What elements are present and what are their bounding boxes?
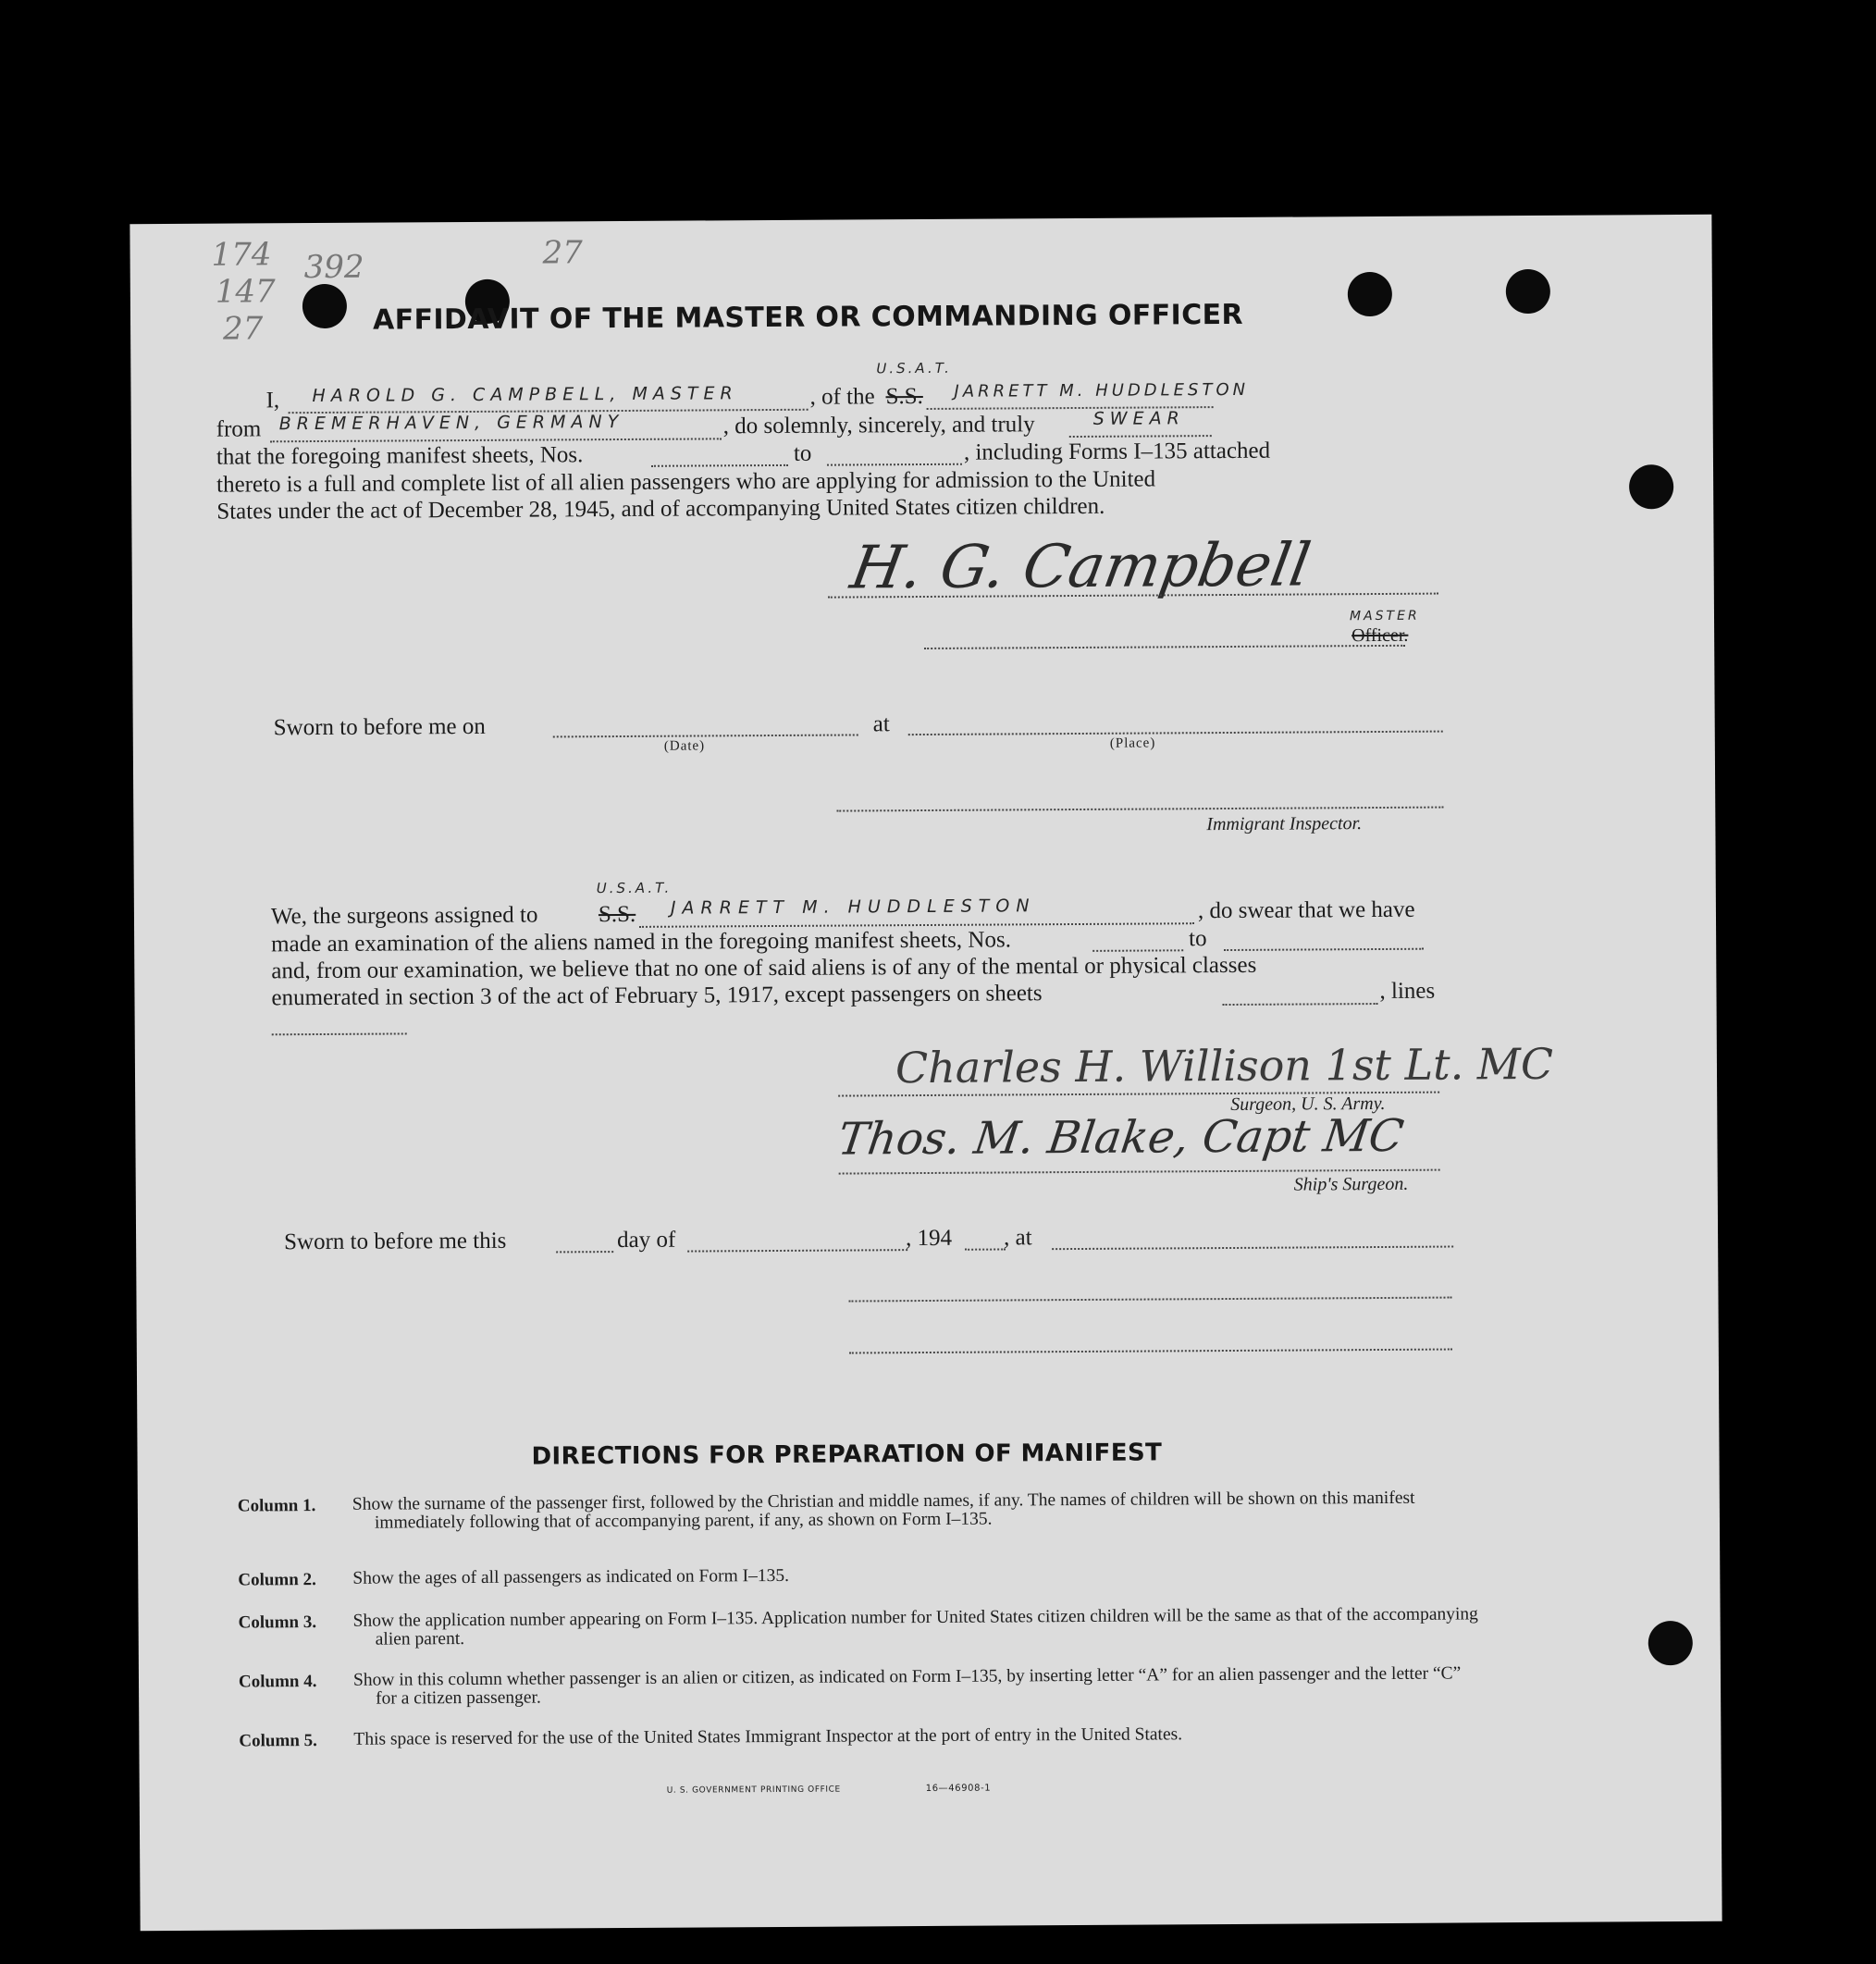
day-of-label: day of [617,1227,676,1254]
inspector-caption: Immigrant Inspector. [1206,813,1363,835]
affidavit-prefix: I, [265,388,280,414]
surgeon-sheet-to-line [1224,948,1424,951]
affidavit-line5: States under the act of December 28, 1945, and of accompanying United States citizen children. [216,493,1105,525]
sheets-line [1223,1003,1378,1006]
day-line [556,1251,613,1253]
affidavit-line4: thereto is a full and complete list of all alien passengers who are applying for admission to the United [216,466,1156,498]
affidavit-title: AFFIDAVIT OF THE MASTER OR COMMANDING OFFICER [372,298,1244,337]
surgeons-intro: We, the surgeons assigned to [270,902,538,930]
sworn-label: Sworn to before me on [273,713,486,741]
officer-printed: Officer. [1351,624,1409,647]
sworn2-label: Sworn to before me this [284,1228,507,1255]
punch-hole [1629,464,1673,509]
surgeon-vessel-name: JARRETT M. HUDDLESTON [670,896,1036,919]
margin-note: 392 [303,248,364,287]
sworn2-place-line [1052,1246,1453,1251]
solemnly-text: , do solemnly, sincerely, and truly [722,412,1035,439]
direction-text: Show the application number appearing on Form I–135. Application number for United States citizen children will be the same as that of the accompanying alien parent. [352,1604,1478,1649]
form-code: 16—46908-1 [925,1783,992,1795]
date-line [553,734,858,737]
sworn2-at-label: , at [1004,1225,1032,1251]
surgeon-vessel-type-printed: S.S. [598,901,636,928]
swear-word: SWEAR [1092,408,1185,429]
sheet-to-line [827,463,962,466]
sworn2-sign-line-1 [849,1297,1452,1303]
ship-surgeon-caption: Ship's Surgeon. [1293,1173,1409,1195]
margin-note: 174 [211,236,272,274]
of-the-label: , of the [809,384,875,410]
surgeons-line2: made an examination of the aliens named in the foregoing manifest sheets, Nos. [271,927,1011,957]
at-label: at [872,711,890,737]
punch-hole [1506,269,1550,314]
vessel-name: JARRETT M. HUDDLESTON [954,379,1250,401]
direction-label: Column 5. [239,1731,317,1751]
direction-label: Column 2. [238,1570,316,1590]
surgeon-sheet-from-line [1092,949,1183,952]
year-line [965,1248,1006,1250]
punch-hole [1348,272,1392,316]
sheet-from-line [651,464,788,467]
place-line [908,731,1443,736]
sworn2-sign-line-2 [849,1349,1452,1354]
punch-hole [302,284,347,328]
from-label: from [216,416,262,442]
month-line [687,1249,907,1252]
surgeons-line4: enumerated in section 3 of the act of February 5, 1917, except passengers on sheets [271,981,1043,1011]
margin-note: 147 [215,273,276,311]
surgeons-line3: and, from our examination, we believe that no one of said aliens is of any of the mental or physical classes [271,952,1257,984]
place-caption: (Place) [1109,735,1156,751]
affidavit-line3-end: , including Forms I–135 attached [963,438,1271,465]
margin-note: 27 [542,234,583,272]
direction-text: Show the ages of all passengers as indicated on Form I–135. [352,1565,790,1588]
ship-surgeon-signature: Thos. M. Blake, Capt MC [834,1109,1407,1166]
inspector-line [836,807,1443,812]
surgeon-to-label: to [1189,926,1207,952]
date-caption: (Date) [663,738,706,754]
affidavit-line3: that the foregoing manifest sheets, Nos. [216,442,584,470]
printer-credit: U. S. GOVERNMENT PRINTING OFFICE [666,1785,841,1796]
lines-label: , lines [1379,978,1436,1005]
vessel-type-printed: S.S. [885,384,923,410]
master-signature: H. G. Campbell [845,531,1315,603]
lines-line [272,1032,407,1035]
direction-label: Column 4. [238,1672,317,1692]
from-place-line [270,438,722,442]
swear-line [1069,435,1212,438]
direction-text: Show the surname of the passenger first, followed by the Christian and middle names, if any. The names of children will be shown on this manifest immediately following that of accompanying parent, if any, as shown on Form I–135. [352,1488,1415,1533]
surgeon-vessel-line [639,922,1194,928]
to-label: to [793,440,812,466]
officer-line [924,645,1405,649]
surgeon-vessel-type-handwritten: U.S.A.T. [596,879,673,897]
punch-hole [1648,1621,1693,1665]
officer-handwritten: MASTER [1349,608,1420,624]
surgeons-swear: , do swear that we have [1197,896,1415,924]
from-place: BREMERHAVEN, GERMANY [278,411,624,435]
form-page [130,215,1722,1931]
directions-title: DIRECTIONS FOR PREPARATION OF MANIFEST [531,1439,1163,1471]
master-name: HAROLD G. CAMPBELL, MASTER [312,383,738,407]
direction-text: This space is reserved for the use of the United States Immigrant Inspector at the port of entry in the United States. [353,1724,1183,1749]
vessel-type-handwritten: U.S.A.T. [876,359,952,377]
direction-label: Column 1. [237,1496,316,1516]
year-label: , 194 [906,1225,953,1252]
margin-note: 27 [222,310,264,348]
army-surgeon-signature: Charles H. Willison 1st Lt. MC [895,1038,1554,1093]
direction-label: Column 3. [238,1612,317,1633]
army-surgeon-caption: Surgeon, U. S. Army. [1230,1093,1386,1115]
direction-text: Show in this column whether passenger is an alien or citizen, as indicated on Form I–135, by inserting letter “A” for an alien passenger and the letter “C” for a citizen passenger. [352,1663,1462,1709]
